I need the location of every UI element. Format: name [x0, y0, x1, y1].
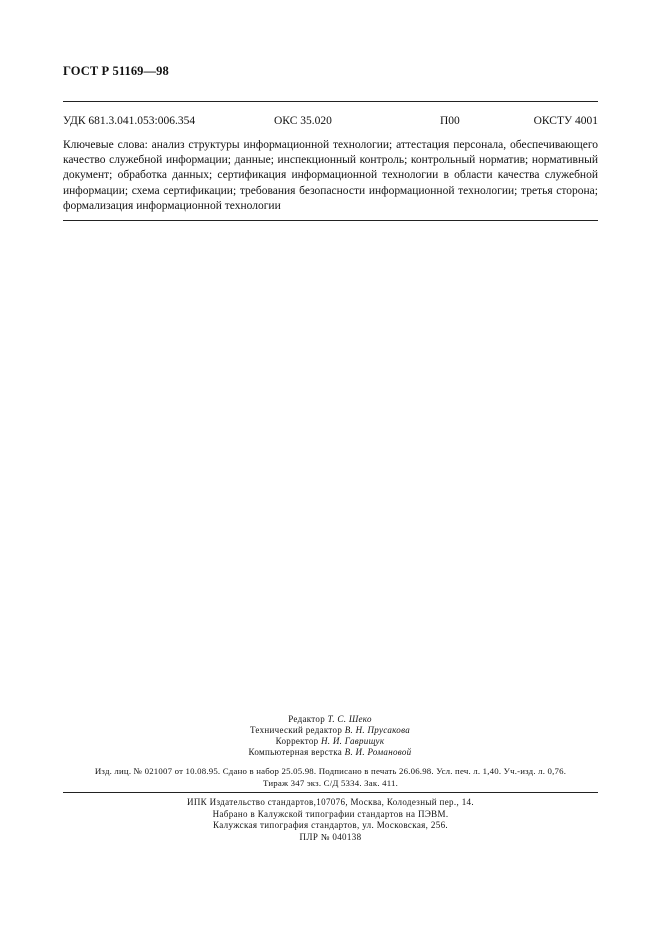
keywords-divider: [63, 220, 598, 221]
credit-person: Н. И. Гаврищук: [320, 736, 385, 746]
group-code: П00: [440, 115, 460, 127]
publisher-line: Калужская типография стандартов, ул. Московская, 256.: [212, 820, 449, 831]
publisher-line: ПЛР № 040138: [299, 831, 362, 842]
print-info-line: Изд. лиц. № 021007 от 10.08.95. Сдано в набор 25.05.98. Подписано в печать 26.06.98. Усл. печ. л. 1,40. Уч.-изд. л. 0,76.: [94, 766, 567, 776]
credit-person: В. И. Романовой: [344, 747, 412, 757]
credit-editor: [200, 714, 460, 725]
credits-block: [200, 714, 460, 758]
credit-layout: [200, 747, 460, 758]
credit-person: Т. С. Шеко: [327, 714, 372, 724]
print-info: [63, 766, 598, 789]
print-info-line: Тираж 347 экз. С/Д 5334. Зак. 411.: [263, 777, 398, 788]
credit-role: Компьютерная верстка: [248, 747, 345, 757]
credit-proofreader: [200, 736, 460, 747]
keywords-paragraph: Ключевые слова: анализ структуры информационной технологии; аттестация персонала, обеспечивающего качество служебной информации; данные; инспекционный контроль; контрольный норматив; нормативный документ; обработка данных; сертификация информационной технологии в области качества служебной информации; схема сертификации; требования безопасности информационной технологии; третья сторона; формализация информационной технологии: [63, 139, 598, 212]
bottom-divider: [63, 792, 598, 793]
publisher-line: ИПК Издательство стандартов,107076, Москва, Колодезный пер., 14.: [186, 797, 475, 807]
top-divider: [63, 101, 598, 102]
publisher-info: [63, 797, 598, 843]
oks-code: ОКС 35.020: [274, 115, 332, 127]
publisher-line: Набрано в Калужской типографии стандартов на ПЭВМ.: [212, 808, 449, 819]
credit-person: В. Н. Прусакова: [344, 725, 411, 735]
credit-role: Корректор: [275, 736, 321, 746]
credit-role: Редактор: [288, 714, 328, 724]
document-header: ГОСТ Р 51169—98: [63, 64, 169, 78]
credit-technical-editor: [200, 725, 460, 736]
udk-code: УДК 681.3.041.053:006.354: [63, 115, 196, 127]
okstu-code: ОКСТУ 4001: [533, 115, 598, 127]
credit-role: Технический редактор: [249, 725, 345, 735]
